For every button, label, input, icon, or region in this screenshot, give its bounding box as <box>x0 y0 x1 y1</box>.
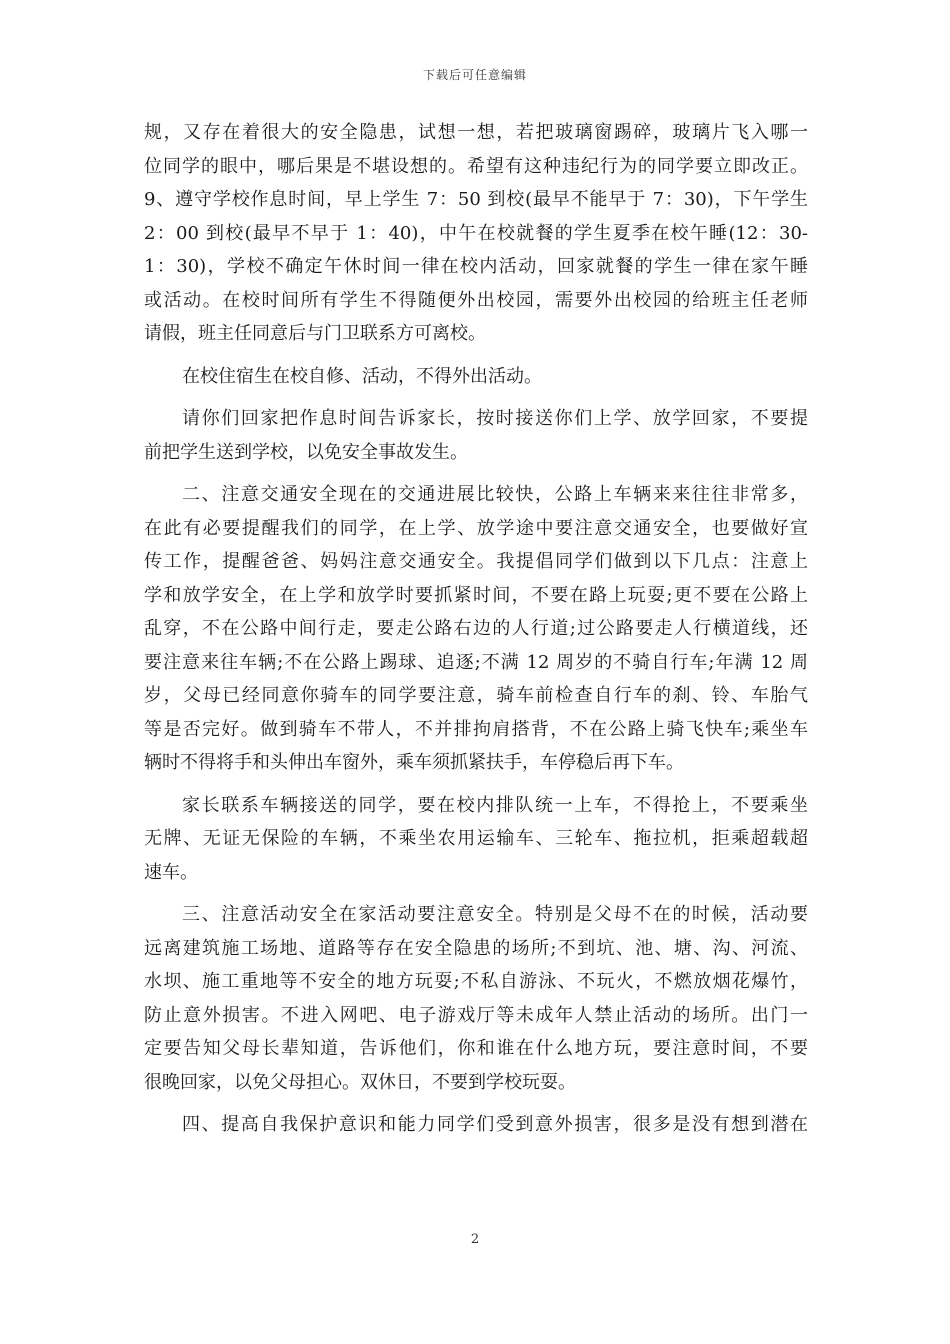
paragraph-gap <box>144 351 808 360</box>
paragraph <box>144 1108 808 1142</box>
text-line: 等是否完好。做到骑车不带人，不并排拘肩搭背，不在公路上骑飞快车;乘坐车 <box>144 718 808 740</box>
text-line: 请你们回家把作息时间告诉家长，按时接送你们上学、放学回家，不要提 <box>182 408 808 429</box>
paragraph <box>144 789 808 890</box>
text-line: 二、注意交通安全现在的交通进展比较快，公路上车辆来来往往非常多， <box>182 484 808 505</box>
paragraph-gap <box>144 780 808 789</box>
paragraph-gap <box>144 393 808 402</box>
text-line: 在此有必要提醒我们的同学，在上学、放学途中要注意交通安全，也要做好宣 <box>144 517 808 539</box>
text-line: 位同学的眼中，哪后果是不堪设想的。希望有这种违纪行为的同学要立即改正。 <box>144 155 808 177</box>
page-header: 下载后可任意编辑 <box>422 68 527 82</box>
text-line: 学和放学安全，在上学和放学时要抓紧时间，不要在路上玩耍;更不要在公路上 <box>144 584 808 606</box>
text-line: 辆时不得将手和头伸出车窗外，乘车须抓紧扶手，车停稳后再下车。 <box>144 752 684 773</box>
text-line: 三、注意活动安全在家活动要注意安全。特别是父母不在的时候，活动要 <box>182 904 808 925</box>
text-line: 无牌、无证无保险的车辆，不乘坐农用运输车、三轮车、拖拉机，拒乘超载超 <box>144 828 808 849</box>
paragraph <box>144 402 808 469</box>
paragraph-gap <box>144 469 808 478</box>
text-line: 定要告知父母长辈知道，告诉他们，你和谁在什么地方玩，要注意时间，不要 <box>144 1038 808 1059</box>
text-line: 速车。 <box>144 861 198 883</box>
text-line: 规，又存在着很大的安全隐患，试想一想，若把玻璃窗踢碎，玻璃片飞入哪一 <box>144 122 808 143</box>
text-line: 或活动。在校时间所有学生不得随便外出校园，需要外出校园的给班主任老师 <box>144 289 808 311</box>
paragraph <box>144 360 808 394</box>
text-line: 四、提高自我保护意识和能力同学们受到意外损害，很多是没有想到潜在 <box>182 1114 808 1135</box>
page-number: 2 <box>470 1232 480 1247</box>
text-line: 水坝、施工重地等不安全的地方玩耍;不私自游泳、不玩火，不燃放烟花爆竹， <box>144 971 808 992</box>
paragraph-gap <box>144 889 808 898</box>
text-line: 家长联系车辆接送的同学，要在校内排队统一上车，不得抢上，不要乘坐 <box>182 794 808 816</box>
text-line: 2：00 到校(最早不早于 1：40)，中午在校就餐的学生夏季在校午睡(12：30- <box>144 222 808 244</box>
text-line: 要注意来往车辆;不在公路上踢球、追逐;不满 12 周岁的不骑自行车;年满 12 周 <box>144 651 808 673</box>
paragraph <box>144 116 808 351</box>
document-body <box>144 116 808 1142</box>
text-line: 1：30)，学校不确定午休时间一律在校内活动，回家就餐的学生一律在家午睡 <box>144 256 808 277</box>
text-line: 很晚回家，以免父母担心。双休日，不要到学校玩耍。 <box>144 1071 576 1093</box>
text-line: 乱穿，不在公路中间行走，要走公路右边的人行道;过公路要走人行横道线，还 <box>144 618 808 639</box>
text-line: 前把学生送到学校，以免安全事故发生。 <box>144 441 468 463</box>
text-line: 防止意外损害。不进入网吧、电子游戏厅等未成年人禁止活动的场所。出门一 <box>144 1004 808 1026</box>
text-line: 远离建筑施工场地、道路等存在安全隐患的场所;不到坑、池、塘、沟、河流、 <box>144 937 808 959</box>
text-line: 岁，父母已经同意你骑车的同学要注意，骑车前检查自行车的刹、铃、车胎气 <box>144 685 808 706</box>
text-line: 9、遵守学校作息时间，早上学生 7：50 到校(最早不能早于 7：30)，下午学生 <box>144 189 808 210</box>
paragraph <box>144 478 808 780</box>
text-line: 请假，班主任同意后与门卫联系方可离校。 <box>144 323 486 344</box>
paragraph-gap <box>144 1099 808 1108</box>
text-line: 在校住宿生在校自修、活动，不得外出活动。 <box>182 365 542 387</box>
text-line: 传工作，提醒爸爸、妈妈注意交通安全。我提倡同学们做到以下几点：注意上 <box>144 551 808 572</box>
paragraph <box>144 898 808 1099</box>
